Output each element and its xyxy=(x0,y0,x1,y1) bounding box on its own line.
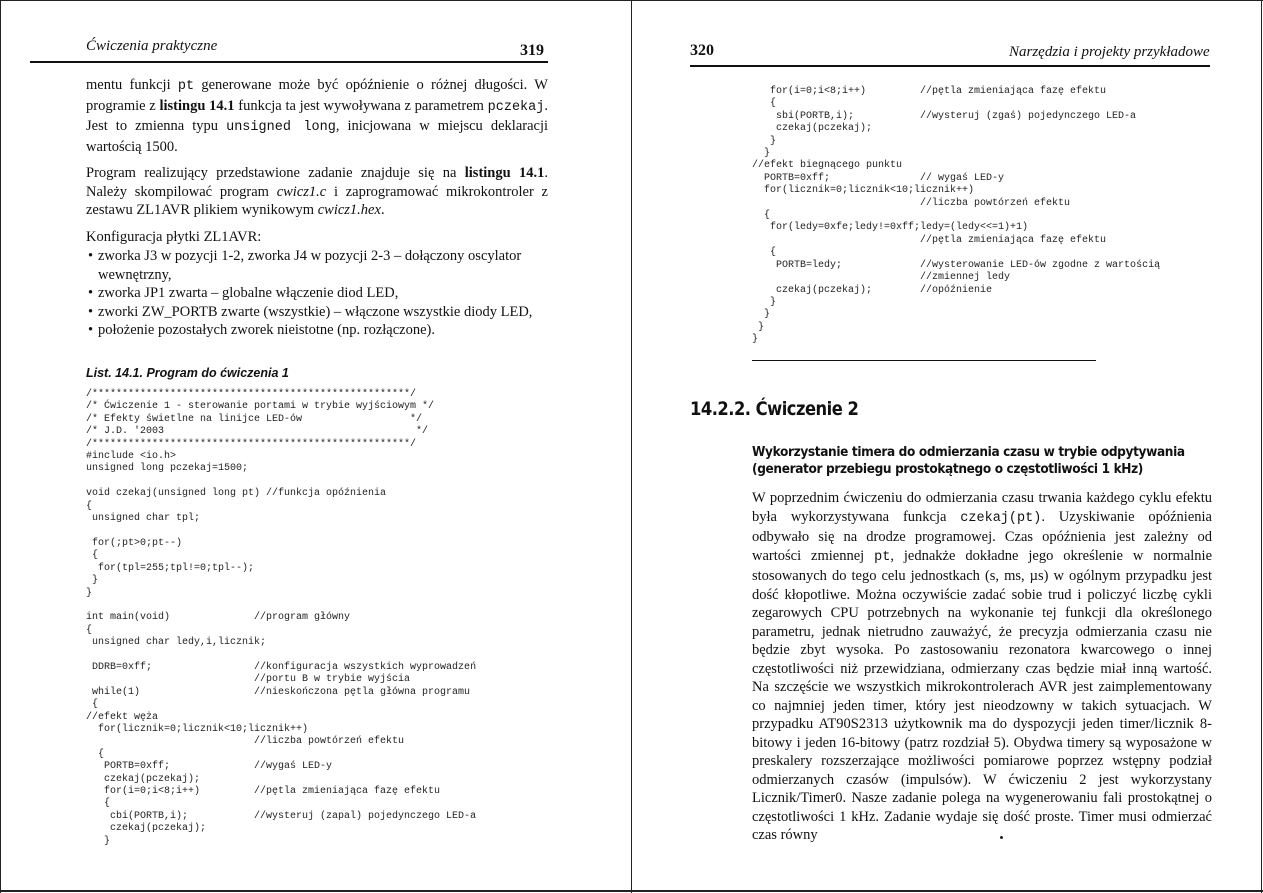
left-body-text xyxy=(86,76,548,340)
text: mentu funkcji xyxy=(86,77,178,93)
file-name: cwicz1.hex xyxy=(317,202,381,218)
text: . Jest to zmienna typu xyxy=(86,97,548,134)
page-number-right: 320 xyxy=(690,42,714,59)
paragraph-3 xyxy=(752,489,1212,845)
text: generowane może być opóźnienie o różnej długości. W programie z xyxy=(86,77,548,114)
text: , inicjowana w miejscu deklaracji wartością 1500. xyxy=(86,118,549,155)
text: . xyxy=(380,202,385,218)
code-inline: unsigned long xyxy=(226,120,336,135)
right-body-text xyxy=(752,489,1212,845)
listing-ref: listingu 14.1 xyxy=(464,165,545,181)
text: . Uzyskiwanie opóźnienia odbywało się na drodze programowej. Czas opóźnienia jest zależny od wartości zmiennej xyxy=(752,508,1212,564)
config-list xyxy=(86,247,548,340)
config-heading: Konfiguracja płytki ZL1AVR: xyxy=(86,228,262,245)
text: i zaprogramować mikrokontroler z zestawu ZL1AVR plikiem wynikowym xyxy=(86,183,548,218)
print-speck xyxy=(1000,836,1003,839)
list-item: • położenie pozostałych zworek nieistotne (np. rozłączone). xyxy=(86,321,548,340)
running-head-left: Ćwiczenia praktyczne xyxy=(86,38,218,54)
left-page xyxy=(0,0,631,893)
header-rule-right xyxy=(690,65,1210,67)
list-item: • zworka JP1 zwarta – globalne włączenie diod LED, xyxy=(86,284,548,303)
subtitle-line-1: Wykorzystanie timera do odmierzania czasu w trybie odpytywania xyxy=(752,444,1185,460)
listing-end-rule xyxy=(752,360,1096,361)
section-title: 14.2.2. Ćwiczenie 2 xyxy=(690,398,859,420)
code-listing-right: for(i=0;i<8;i++) //pętla zmieniająca fazę efektu { sbi(PORTB,i); //wysteruj (zgaś) pojedynczego LED-a czekaj(pczekaj); } } //efekt biegnącego punktu PORTB=0xff; // wygaś LED-y for(licznik=0;licznik<10;licznik++) //liczba powtórzeń efektu { for(ledy=0xfe;ledy!=0xff;ledy=(ledy<<=1)+1) //pętla zmieniająca fazę efektu { PORTB=ledy; //wysterowanie LED-ów zgodne z wartością //zmiennej ledy czekaj(pczekaj); //opóźnienie } } } } xyxy=(752,86,1161,346)
code-inline: pt xyxy=(177,79,195,94)
code-inline: pt xyxy=(874,549,891,565)
text: Program realizujący przedstawione zadanie znajduje się na xyxy=(86,165,465,181)
header-rule-left xyxy=(30,61,548,63)
subtitle-line-2: (generator przebiegu prostokątnego o częstotliwości 1 kHz) xyxy=(752,461,1144,477)
text: , jednakże dokładne jego określenie w normalnie stosowanych do tego celu jednostkach (s, ms, µs) w ogólnym przypadku jest dość kłopotliwe. Można oczywiście zadać sobie trud i policzyć liczbę cykli zegarowych CPU potrzebnych na wykonanie tej funkcji dla określonego parametru, jednak nietrudno zauważyć, że precyzja odmierzania czasu nie będzie zbyt wysoka. Po zastosowaniu rezonatora kwarcowego o innej częstotliwości niż przewidziana, odmierzany czas będzie miał inną wartość. Na szczęście we wszystkich mikrokontrolerach AVR jest zaimplementowany co najmniej jeden timer, który jest nieodzowny w takich sytuacjach. W przypadku AT90S2313 użytkownik ma do dyspozycji jeden timer/licznik 8-bitowy i jeden 16-bitowy (patrz rozdział 5). Obydwa timery są wyposażone w preskalery rozszerzające możliwości pomiarowe poprzez wstępny podział odmierzanych czasów (impulsów). W ćwiczeniu 2 jest wykorzystany Licznik/Timer0. Nasze zadanie polega na wygenerowaniu fali prostokątnej o częstotliwości 1 kHz. Zadanie wydaje się dość proste. Timer musi odmierzać czas równy xyxy=(752,547,1212,843)
code-listing-left: /*****************************************************/ /* Ćwiczenie 1 - sterowanie portami w trybie wyjściowym */ /* Efekty świetlne na linijce LED-ów */ /* J.D. '2003 */ /*****************************************************/ #include <io.h> unsigned long pczekaj=1500; void czekaj(unsigned long pt) //funkcja opóźnienia { unsigned char tpl; for(;pt>0;pt--) { for(tpl=255;tpl!=0;tpl--); } } int main(void) //program główny { unsigned char ledy,i,licznik; DDRB=0xff; //konfiguracja wszystkich wyprowadzeń //portu B w trybie wyjścia while(1) //nieskończona pętla główna programu { //efekt węża for(licznik=0;licznik<10;licznik++) //liczba powtórzeń efektu { PORTB=0xff; //wygaś LED-y czekaj(pczekaj); for(i=0;i<8;i++) //pętla zmieniająca fazę efektu { cbi(PORTB,i); //wysteruj (zapal) pojedynczego LED-a czekaj(pczekaj); } xyxy=(86,389,477,847)
listing-ref: listingu 14.1 xyxy=(159,97,235,114)
list-item: • zworki ZW_PORTB zwarte (wszystkie) – włączone wszystkie diody LED, xyxy=(86,303,548,322)
running-head-right: Narzędzia i projekty przykładowe xyxy=(1009,44,1210,60)
code-inline: pczekaj xyxy=(487,99,545,115)
code-inline: czekaj(pt) xyxy=(960,510,1042,526)
file-name: cwicz1.c xyxy=(276,183,327,200)
list-item: • zworka J3 w pozycji 1-2, zworka J4 w pozycji 2-3 – dołączony oscylator wewnętrzny, xyxy=(86,247,548,284)
text: funkcja ta jest wywoływana z parametrem xyxy=(234,97,488,114)
page-number-left: 319 xyxy=(520,42,544,59)
listing-caption: List. 14.1. Program do ćwiczenia 1 xyxy=(86,366,289,380)
text: . Należy skompilować program xyxy=(86,165,549,200)
paragraph-1 xyxy=(86,76,548,156)
paragraph-2 xyxy=(86,164,548,220)
text: W poprzednim ćwiczeniu do odmierzania czasu trwania każdego cyklu efektu była wykorzystywana funkcja xyxy=(752,490,1212,525)
